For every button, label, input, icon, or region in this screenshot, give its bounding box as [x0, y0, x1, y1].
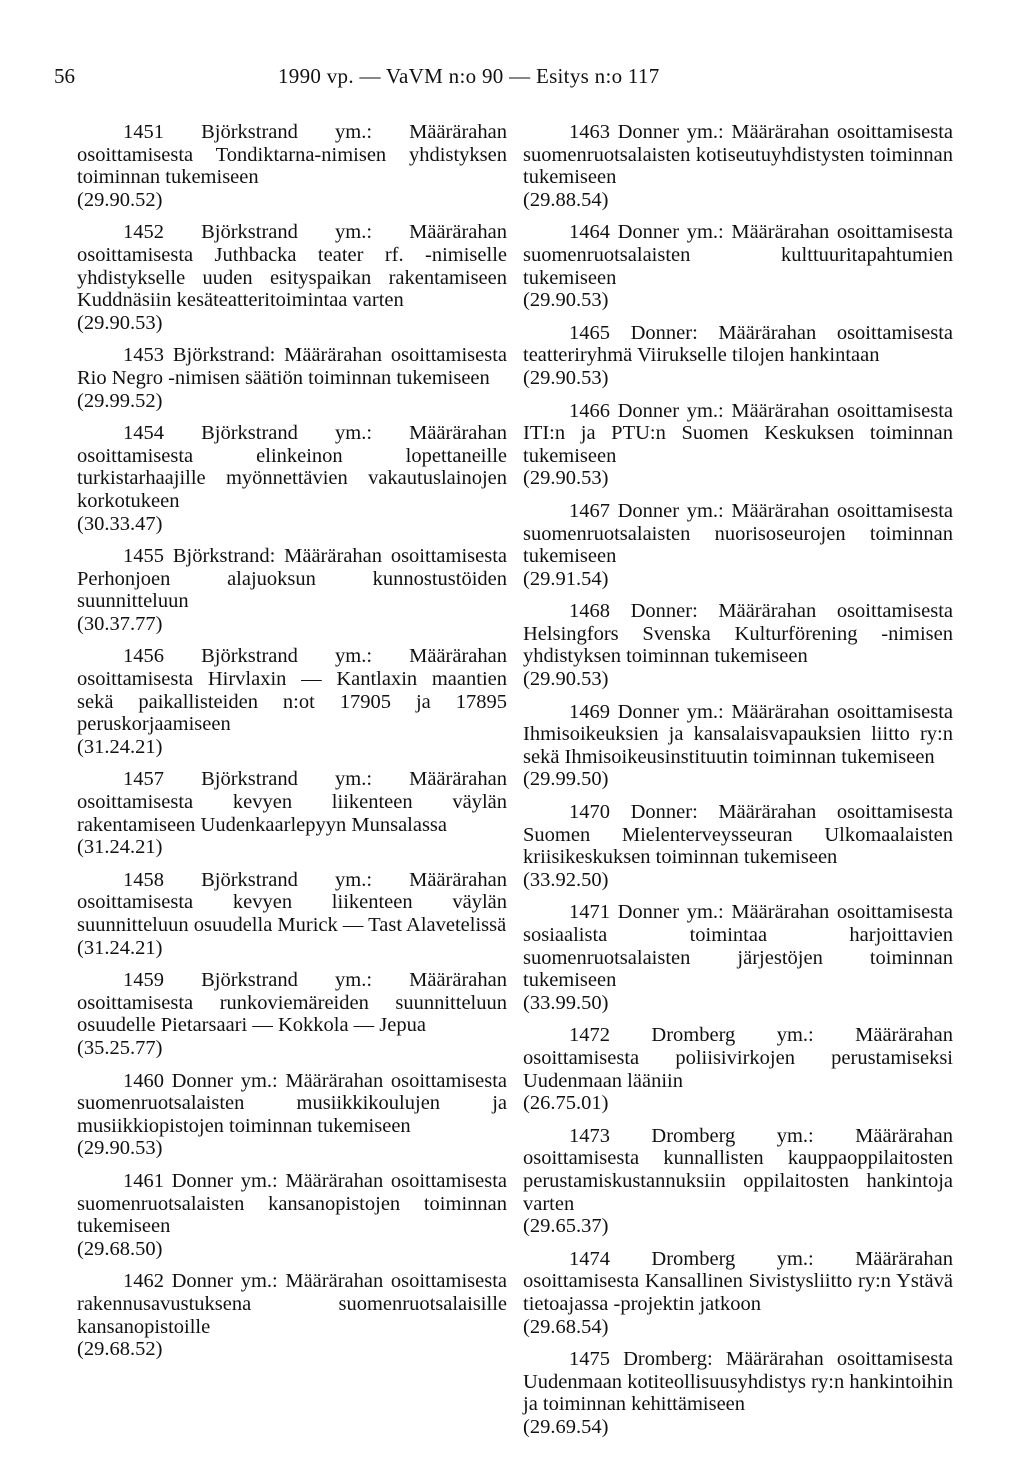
- entry-1451: [77, 121, 507, 211]
- entry-text: 1467 Donner ym.: Määrärahan osoittamisesta suomenruotsalaisten nuorisoseurojen toiminnan tukemiseen: [523, 499, 953, 568]
- entry-code: (29.88.54): [523, 188, 609, 211]
- entry-code: (29.68.54): [523, 1315, 609, 1338]
- entry-text: 1455 Björkstrand: Määrärahan osoittamisesta Perhonjoen alajuoksun kunnostustöiden suunnitteluun: [77, 545, 507, 613]
- entry-1469: [523, 701, 953, 791]
- entry-1462: [77, 1270, 507, 1360]
- entry-1472: [523, 1024, 953, 1114]
- entry-1474: [523, 1248, 953, 1338]
- entry-text: 1459 Björkstrand ym.: Määrärahan osoittamisesta runkoviemäreiden suunnitteluun osuudelle Pietarsaari — Kokkola — Jepua: [77, 969, 507, 1037]
- entry-code: (35.25.77): [77, 1036, 163, 1059]
- entry-code: (29.90.53): [523, 366, 609, 389]
- entry-code: (29.91.54): [523, 567, 609, 590]
- entry-1471: [523, 901, 953, 1014]
- entry-1465: [523, 322, 953, 390]
- entry-code: (29.65.37): [523, 1215, 609, 1238]
- entry-code: (29.90.53): [523, 467, 609, 490]
- entry-text: 1452 Björkstrand ym.: Määrärahan osoittamisesta Juthbacka teater rf. -nimiselle yhdistykselle uuden esityspaikan rakentamiseen Kuddnäsiin kesäteatteritoimintaa varten: [77, 221, 507, 312]
- entry-text: 1457 Björkstrand ym.: Määrärahan osoittamisesta kevyen liikenteen väylän rakentamiseen Uudenkaarlepyyn Munsalassa: [77, 768, 507, 836]
- entry-text: 1470 Donner: Määrärahan osoittamisesta Suomen Mielenterveysseuran Ulkomaalaisten kriisikeskuksen toiminnan tukemiseen: [523, 801, 953, 869]
- entry-1463: [523, 121, 953, 211]
- left-column: [77, 121, 507, 1371]
- entry-1456: [77, 645, 507, 758]
- entry-text: 1475 Dromberg: Määrärahan osoittamisesta Uudenmaan kotiteollisuusyhdistys ry:n hankintoihin ja toiminnan kehittämiseen: [523, 1348, 953, 1416]
- entry-code: (29.90.52): [77, 188, 163, 211]
- entry-code: (29.68.52): [77, 1338, 163, 1361]
- entry-text: 1454 Björkstrand ym.: Määrärahan osoittamisesta elinkeinon lopettaneille turkistarhaajille myönnettävien vakautuslainojen korkotukeen: [77, 422, 507, 512]
- entry-code: (33.99.50): [523, 991, 609, 1014]
- entry-text: 1464 Donner ym.: Määrärahan osoittamisesta suomenruotsalaisten kulttuuritapahtumien tukemiseen: [523, 221, 953, 289]
- entry-code: (29.68.50): [77, 1237, 163, 1260]
- entry-code: (29.90.53): [523, 668, 609, 691]
- entry-1452: [77, 221, 507, 334]
- entry-1475: [523, 1348, 953, 1438]
- entry-code: (31.24.21): [77, 836, 163, 859]
- entry-1455: [77, 545, 507, 635]
- entry-code: (29.90.53): [77, 311, 163, 334]
- entry-code: (30.33.47): [77, 512, 163, 535]
- entry-code: (31.24.21): [77, 936, 163, 959]
- entry-1457: [77, 768, 507, 858]
- entry-1460: [77, 1070, 507, 1160]
- entry-1466: [523, 400, 953, 490]
- entry-code: (29.99.50): [523, 768, 609, 791]
- entry-text: 1473 Dromberg ym.: Määrärahan osoittamisesta kunnallisten kauppaoppilaitosten perustamiskustannuksiin oppilaitosten hankintoja varten: [523, 1124, 953, 1215]
- entry-1467: [523, 500, 953, 590]
- entry-1461: [77, 1170, 507, 1260]
- entry-1470: [523, 801, 953, 891]
- page-header: [54, 64, 974, 94]
- entry-text: 1468 Donner: Määrärahan osoittamisesta Helsingfors Svenska Kulturförening -nimisen yhdistyksen toiminnan tukemiseen: [523, 600, 953, 668]
- entry-text: 1460 Donner ym.: Määrärahan osoittamisesta suomenruotsalaisten musiikkikoulujen ja musiikkiopistojen toiminnan tukemiseen: [77, 1069, 507, 1137]
- entry-code: (29.99.52): [77, 389, 163, 412]
- entry-1458: [77, 869, 507, 959]
- entry-1473: [523, 1125, 953, 1238]
- entry-1459: [77, 969, 507, 1059]
- entry-1453: [77, 344, 507, 412]
- entry-code: (29.69.54): [523, 1415, 609, 1438]
- entry-1464: [523, 221, 953, 311]
- entry-text: 1456 Björkstrand ym.: Määrärahan osoittamisesta Hirvlaxin — Kantlaxin maantien sekä paikallisteiden n:ot 17905 ja 17895 peruskorjaamiseen: [77, 645, 507, 736]
- entry-text: 1462 Donner ym.: Määrärahan osoittamisesta rakennusavustuksena suomenruotsalaisille kansanopistoille: [77, 1270, 507, 1338]
- entry-1468: [523, 600, 953, 690]
- entry-code: (26.75.01): [523, 1092, 609, 1115]
- entry-text: 1472 Dromberg ym.: Määrärahan osoittamisesta poliisivirkojen perustamiseksi Uudenmaan lääniin: [523, 1024, 953, 1092]
- entry-text: 1453 Björkstrand: Määrärahan osoittamisesta Rio Negro -nimisen säätiön toiminnan tukemiseen: [77, 344, 507, 389]
- entry-1454: [77, 422, 507, 535]
- entry-text: 1461 Donner ym.: Määrärahan osoittamisesta suomenruotsalaisten kansanopistojen toiminnan tukemiseen: [77, 1169, 507, 1238]
- entry-code: (29.90.53): [77, 1137, 163, 1160]
- entry-code: (33.92.50): [523, 868, 609, 891]
- entry-text: 1465 Donner: Määrärahan osoittamisesta teatteriryhmä Viirukselle tilojen hankintaan: [523, 321, 953, 367]
- entry-text: 1451 Björkstrand ym.: Määrärahan osoittamisesta Tondiktarna-nimisen yhdistyksen toiminnan tukemiseen: [77, 121, 507, 189]
- entry-code: (30.37.77): [77, 612, 163, 635]
- right-column: [523, 121, 953, 1448]
- entry-code: (29.90.53): [523, 289, 609, 312]
- page-number: 56: [54, 64, 75, 88]
- entry-code: (31.24.21): [77, 735, 163, 758]
- entry-text: 1466 Donner ym.: Määrärahan osoittamisesta ITI:n ja PTU:n Suomen Keskuksen toiminnan tukemiseen: [523, 399, 953, 467]
- running-title: 1990 vp. — VaVM n:o 90 — Esitys n:o 117: [278, 64, 660, 88]
- entry-text: 1471 Donner ym.: Määrärahan osoittamisesta sosiaalista toimintaa harjoittavien suomenruotsalaisten järjestöjen toiminnan tukemiseen: [523, 901, 953, 992]
- entry-text: 1474 Dromberg ym.: Määrärahan osoittamisesta Kansallinen Sivistysliitto ry:n Ystävä tietoajassa -projektin jatkoon: [523, 1247, 953, 1315]
- entry-text: 1458 Björkstrand ym.: Määrärahan osoittamisesta kevyen liikenteen väylän suunnitteluun osuudella Murick — Tast Alavetelissä: [77, 868, 507, 936]
- entry-text: 1469 Donner ym.: Määrärahan osoittamisesta Ihmisoikeuksien ja kansalaisvapauksien liitto ry:n sekä Ihmisoikeusinstituutin toiminnan tukemiseen: [523, 700, 953, 768]
- entry-text: 1463 Donner ym.: Määrärahan osoittamisesta suomenruotsalaisten kotiseutuyhdistysten toiminnan tukemiseen: [523, 121, 953, 189]
